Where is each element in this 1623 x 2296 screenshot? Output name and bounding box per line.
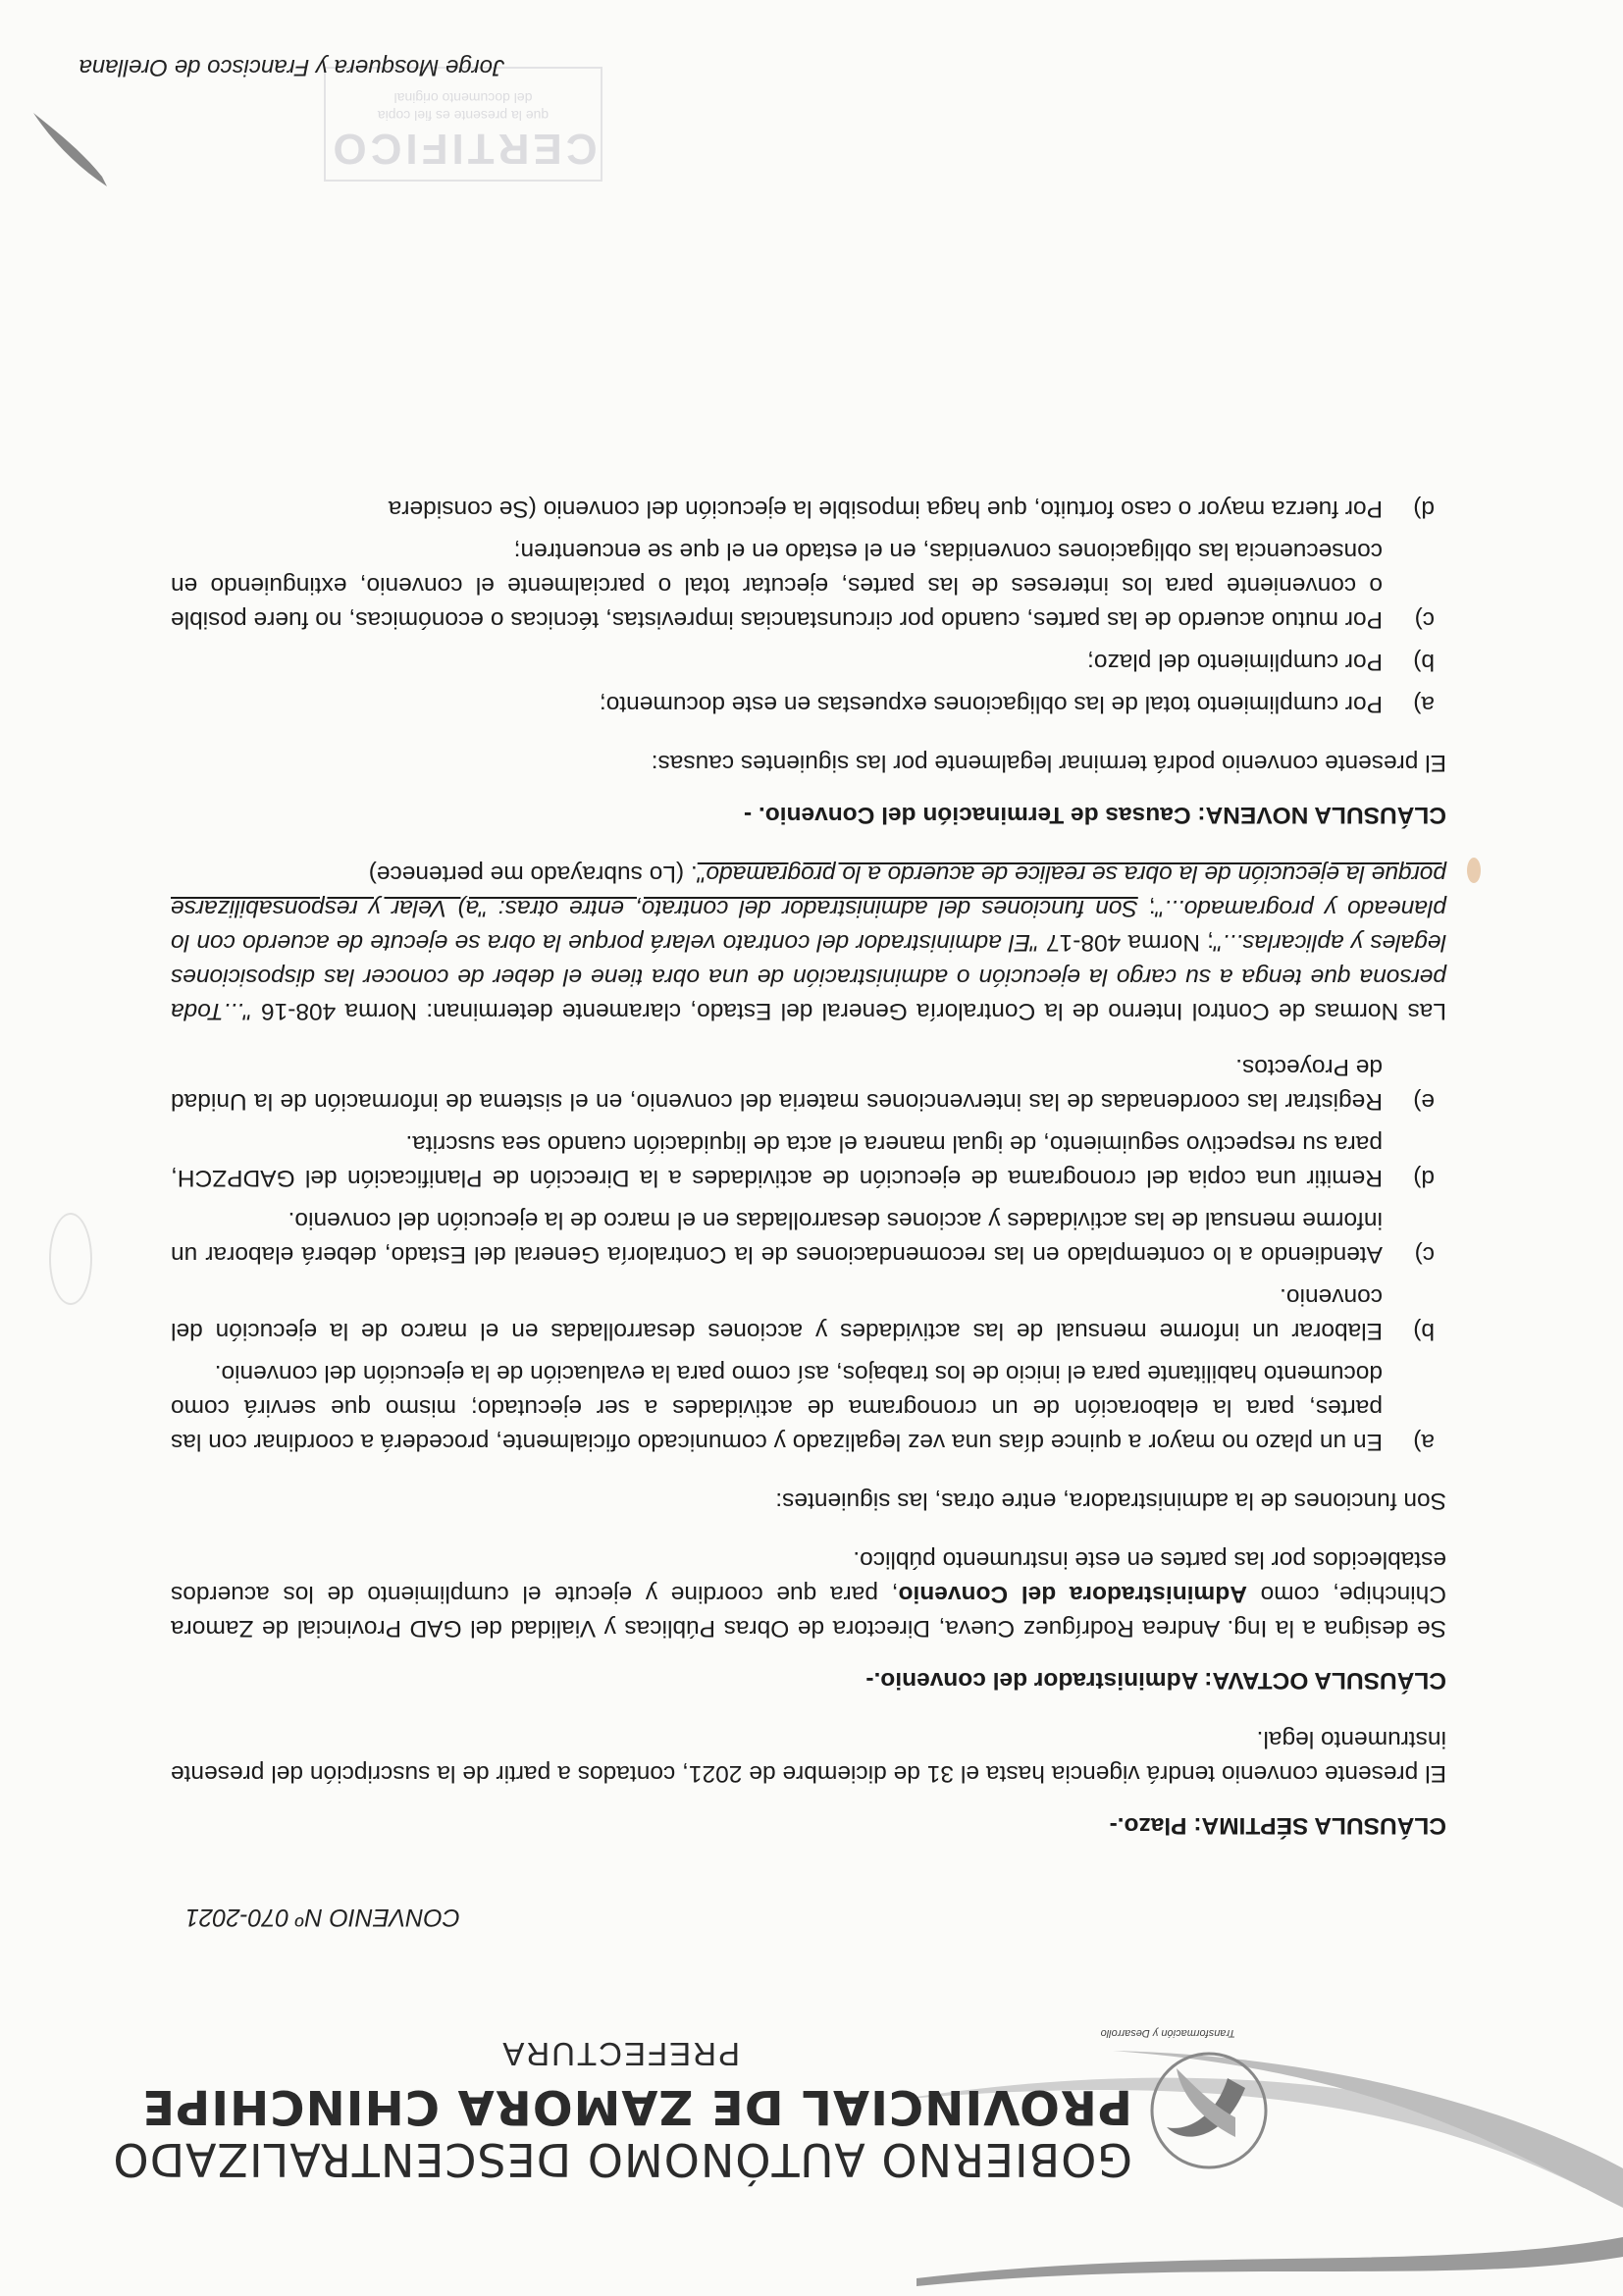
funciones-list bbox=[171, 1050, 1446, 1459]
octava-text-c: , para que coordine y ejecute el cumplimiento de los acuerdos establecidos por las partes en este instrumento público. bbox=[170, 1546, 1446, 1607]
faded-certification-stamp bbox=[324, 67, 602, 182]
header-line-2: PROVINCIAL DE ZAMORA CHINCHIPE bbox=[141, 2079, 1132, 2134]
list-marker: e) bbox=[1413, 1088, 1435, 1115]
normas-underlined-quote: Son funciones del administrador del contrato, entre otras: "a) Velar y responsabilizarse porque la ejecución de la obra se realice de acuerdo a lo programado" bbox=[171, 861, 1446, 921]
list-marker: d) bbox=[1413, 1165, 1435, 1191]
octava-text-b: Administradora del Convenio bbox=[898, 1581, 1247, 1607]
normas-text-1: Las Normas de Control Interno de la Contraloría General del Estado, claramente determinan: Norma 408-16 bbox=[251, 998, 1446, 1024]
document-body bbox=[171, 470, 1446, 1864]
list-item bbox=[171, 534, 1446, 637]
list-marker: a) bbox=[1413, 691, 1435, 717]
institution-header bbox=[112, 2035, 1132, 2186]
list-item bbox=[171, 1203, 1446, 1272]
convenio-number: CONVENIO Nº 070-2021 bbox=[184, 1904, 460, 1931]
list-item bbox=[171, 1126, 1446, 1195]
clausula-octava-paragraph bbox=[171, 1542, 1446, 1645]
normas-text-7: . (Lo subrayado me pertenece) bbox=[368, 861, 698, 887]
list-item bbox=[171, 645, 1446, 679]
normas-text-3: ; Norma 408-17 bbox=[1038, 929, 1214, 956]
list-marker: c) bbox=[1414, 1241, 1435, 1268]
list-item-text: Registrar las coordenadas de las intervenciones materia del convenio, en el sistema de información de la Unidad de Proyectos. bbox=[171, 1054, 1383, 1115]
prefectura-logo-icon bbox=[1142, 2044, 1275, 2176]
list-item-text: Por mutuo acuerdo de las partes, cuando por circunstancias imprevistas, técnicas o económicas, no fuere posible o conveniente para los intereses de las partes, ejecutar total o parcialmente el convenio, extinguiendo en consecuencia las obligaciones convenidas, en el estado en el que se encuentren; bbox=[171, 538, 1383, 633]
normas-paragraph bbox=[171, 857, 1446, 1028]
normas-quote-408-17: "El administrador del contrato velará porque la obra se ejecute de acuerdo con lo planeado y programado..." bbox=[171, 895, 1446, 956]
list-item-text: Atendiendo a lo contemplado en las recomendaciones de la Contraloría General del Estado, deberá elaborar un informe mensual de las actividades y acciones desarrolladas en el marco de la ejecución del convenio. bbox=[171, 1207, 1383, 1268]
stamp-line-2: del documento original bbox=[393, 90, 533, 106]
stamp-word: CERTIFICO bbox=[329, 125, 598, 173]
clausula-septima-text: El presente convenio tendrá vigencia hasta el 31 de diciembre de 2021, contados a partir de la suscripción del presente instrumento legal. bbox=[171, 1726, 1446, 1787]
logo-motto: Transformación y Desarrollo bbox=[1100, 2027, 1235, 2039]
list-item-text: En un plazo no mayor a quince días una vez legalizado y comunicado oficialmente, procederá a coordinar con las partes, para la elaboración de un cronograma de actividades a ser ejecutado; mismo que servirá como documento habilitante para el inicio de los trabajos, así como para la evaluación de la ejecución del convenio. bbox=[171, 1360, 1383, 1455]
list-item-text: Remitir una copia del cronograma de ejecución de actividades a la Dirección de Planificación del GADPZCH, para su respectivo seguimiento, de igual manera el acta de liquidación cuando sea suscrita. bbox=[171, 1130, 1383, 1191]
list-item bbox=[171, 687, 1446, 721]
list-item-text: Por cumplimiento total de las obligaciones expuestas en este documento; bbox=[599, 691, 1383, 717]
list-item bbox=[171, 492, 1446, 526]
list-marker: b) bbox=[1413, 649, 1435, 675]
normas-text-5: ; bbox=[1137, 895, 1156, 921]
list-item-text: Elaborar un informe mensual de las actividades y acciones desarrolladas en el marco de la ejecución del convenio. bbox=[171, 1283, 1383, 1344]
list-marker: c) bbox=[1414, 606, 1435, 633]
list-item-text: Por cumplimiento del plazo; bbox=[1087, 649, 1383, 675]
corner-swoosh-graphic bbox=[19, 108, 107, 186]
list-marker: d) bbox=[1413, 496, 1435, 522]
list-item bbox=[171, 1279, 1446, 1348]
terminacion-list bbox=[171, 492, 1446, 721]
paper-stain bbox=[1467, 858, 1481, 883]
header-line-1: GOBIERNO AUTÓNOMO DESCENTRALIZADO bbox=[112, 2133, 1132, 2186]
list-marker: b) bbox=[1413, 1318, 1435, 1344]
octava-text-a: Se designa a la Ing. Andrea Rodríguez Cueva, Directora de Obras Públicas y Vialidad del GAD Provincial de Zamora Chinchipe, como bbox=[171, 1581, 1446, 1642]
funciones-intro: Son funciones de la administradora, entre otras, las siguientes: bbox=[775, 1487, 1446, 1514]
clausula-septima-heading: CLÁUSULA SÉPTIMA: Plazo.- bbox=[1109, 1812, 1446, 1839]
list-item bbox=[171, 1356, 1446, 1459]
list-item-text: Por fuerza mayor o caso fortuito, que haga imposible la ejecución del convenio (Se considera bbox=[388, 496, 1383, 522]
clausula-novena-heading: CLÁUSULA NOVENA: Causas de Terminación del Convenio. - bbox=[743, 802, 1446, 828]
clausula-octava-heading: CLÁUSULA OCTAVA: Administrador del convenio.- bbox=[865, 1667, 1446, 1694]
normas-quote-408-16: "...Toda persona que tenga a su cargo la ejecución o administración de una obra tiene el deber de conocer las disposiciones legales y aplicarlas..." bbox=[171, 929, 1446, 1024]
paper-stain bbox=[49, 1213, 92, 1305]
header-line-3: PREFECTURA bbox=[500, 2036, 740, 2072]
page-footer: Jorge Mosquera y Francisco de Orellana bbox=[79, 54, 504, 80]
stamp-line-1: que la presente es fiel copia bbox=[377, 108, 550, 124]
list-item bbox=[171, 1050, 1446, 1119]
clausula-novena-intro: El presente convenio podrá terminar legalmente por las siguientes causas: bbox=[651, 750, 1446, 776]
list-marker: a) bbox=[1413, 1429, 1435, 1455]
